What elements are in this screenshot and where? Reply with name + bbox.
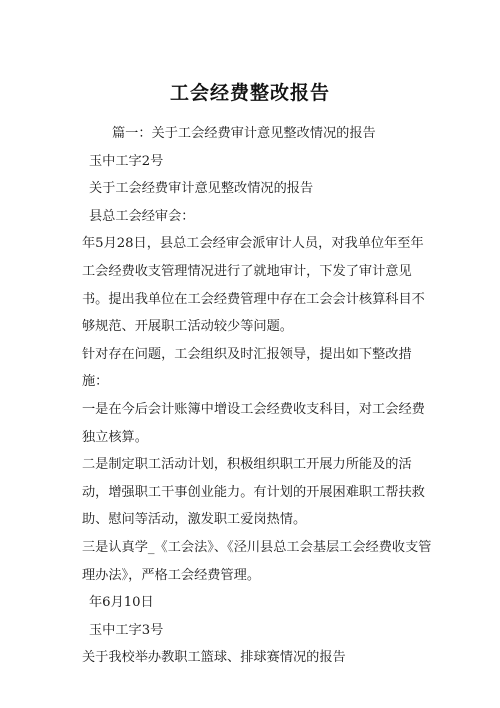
document-body: [77, 120, 432, 672]
paragraph-salutation: 县总工会经审会：: [89, 208, 195, 224]
paragraph-subject: 关于工会经费审计意见整改情况的报告: [89, 181, 314, 197]
paragraph-doc-number: 玉中工字2号: [89, 153, 164, 169]
paragraph-body: 三是认真学_《工会法》、《泾川县总工会基层工会经费收支管理办法》，严格工会经费管理。: [82, 539, 432, 583]
paragraph-date: 年6月10日: [89, 595, 154, 611]
paragraph-heading: 篇一：关于工会经费审计意见整改情况的报告: [112, 126, 376, 141]
document-title: 工会经费整改报告: [169, 82, 330, 104]
paragraph-subject: 关于我校举办教职工篮球、排球赛情况的报告: [82, 650, 346, 666]
paragraph-body: 年5月28日，县总工会经审会派审计人员，对我单位年至年工会经费收支管理情况进行了就地审计，下发了审计意见书。提出我单位在工会经费管理中存在工会会计核算科目不够规范、开展职工活动较少等问题。: [82, 236, 425, 335]
paragraph-body: 针对存在问题，工会组织及时汇报领导，提出如下整改措施：: [82, 346, 412, 390]
paragraph-body: 一是在今后会计账簿中增设工会经费收支科目，对工会经费独立核算。: [82, 401, 425, 445]
paragraph-body: 二是制定职工活动计划，积极组织职工开展力所能及的活动，增强职工干事创业能力。有计划的开展困难职工帮扶救助、慰问等活动，激发职工爱岗热情。: [82, 457, 425, 528]
paragraph-doc-number: 玉中工字3号: [89, 622, 164, 638]
